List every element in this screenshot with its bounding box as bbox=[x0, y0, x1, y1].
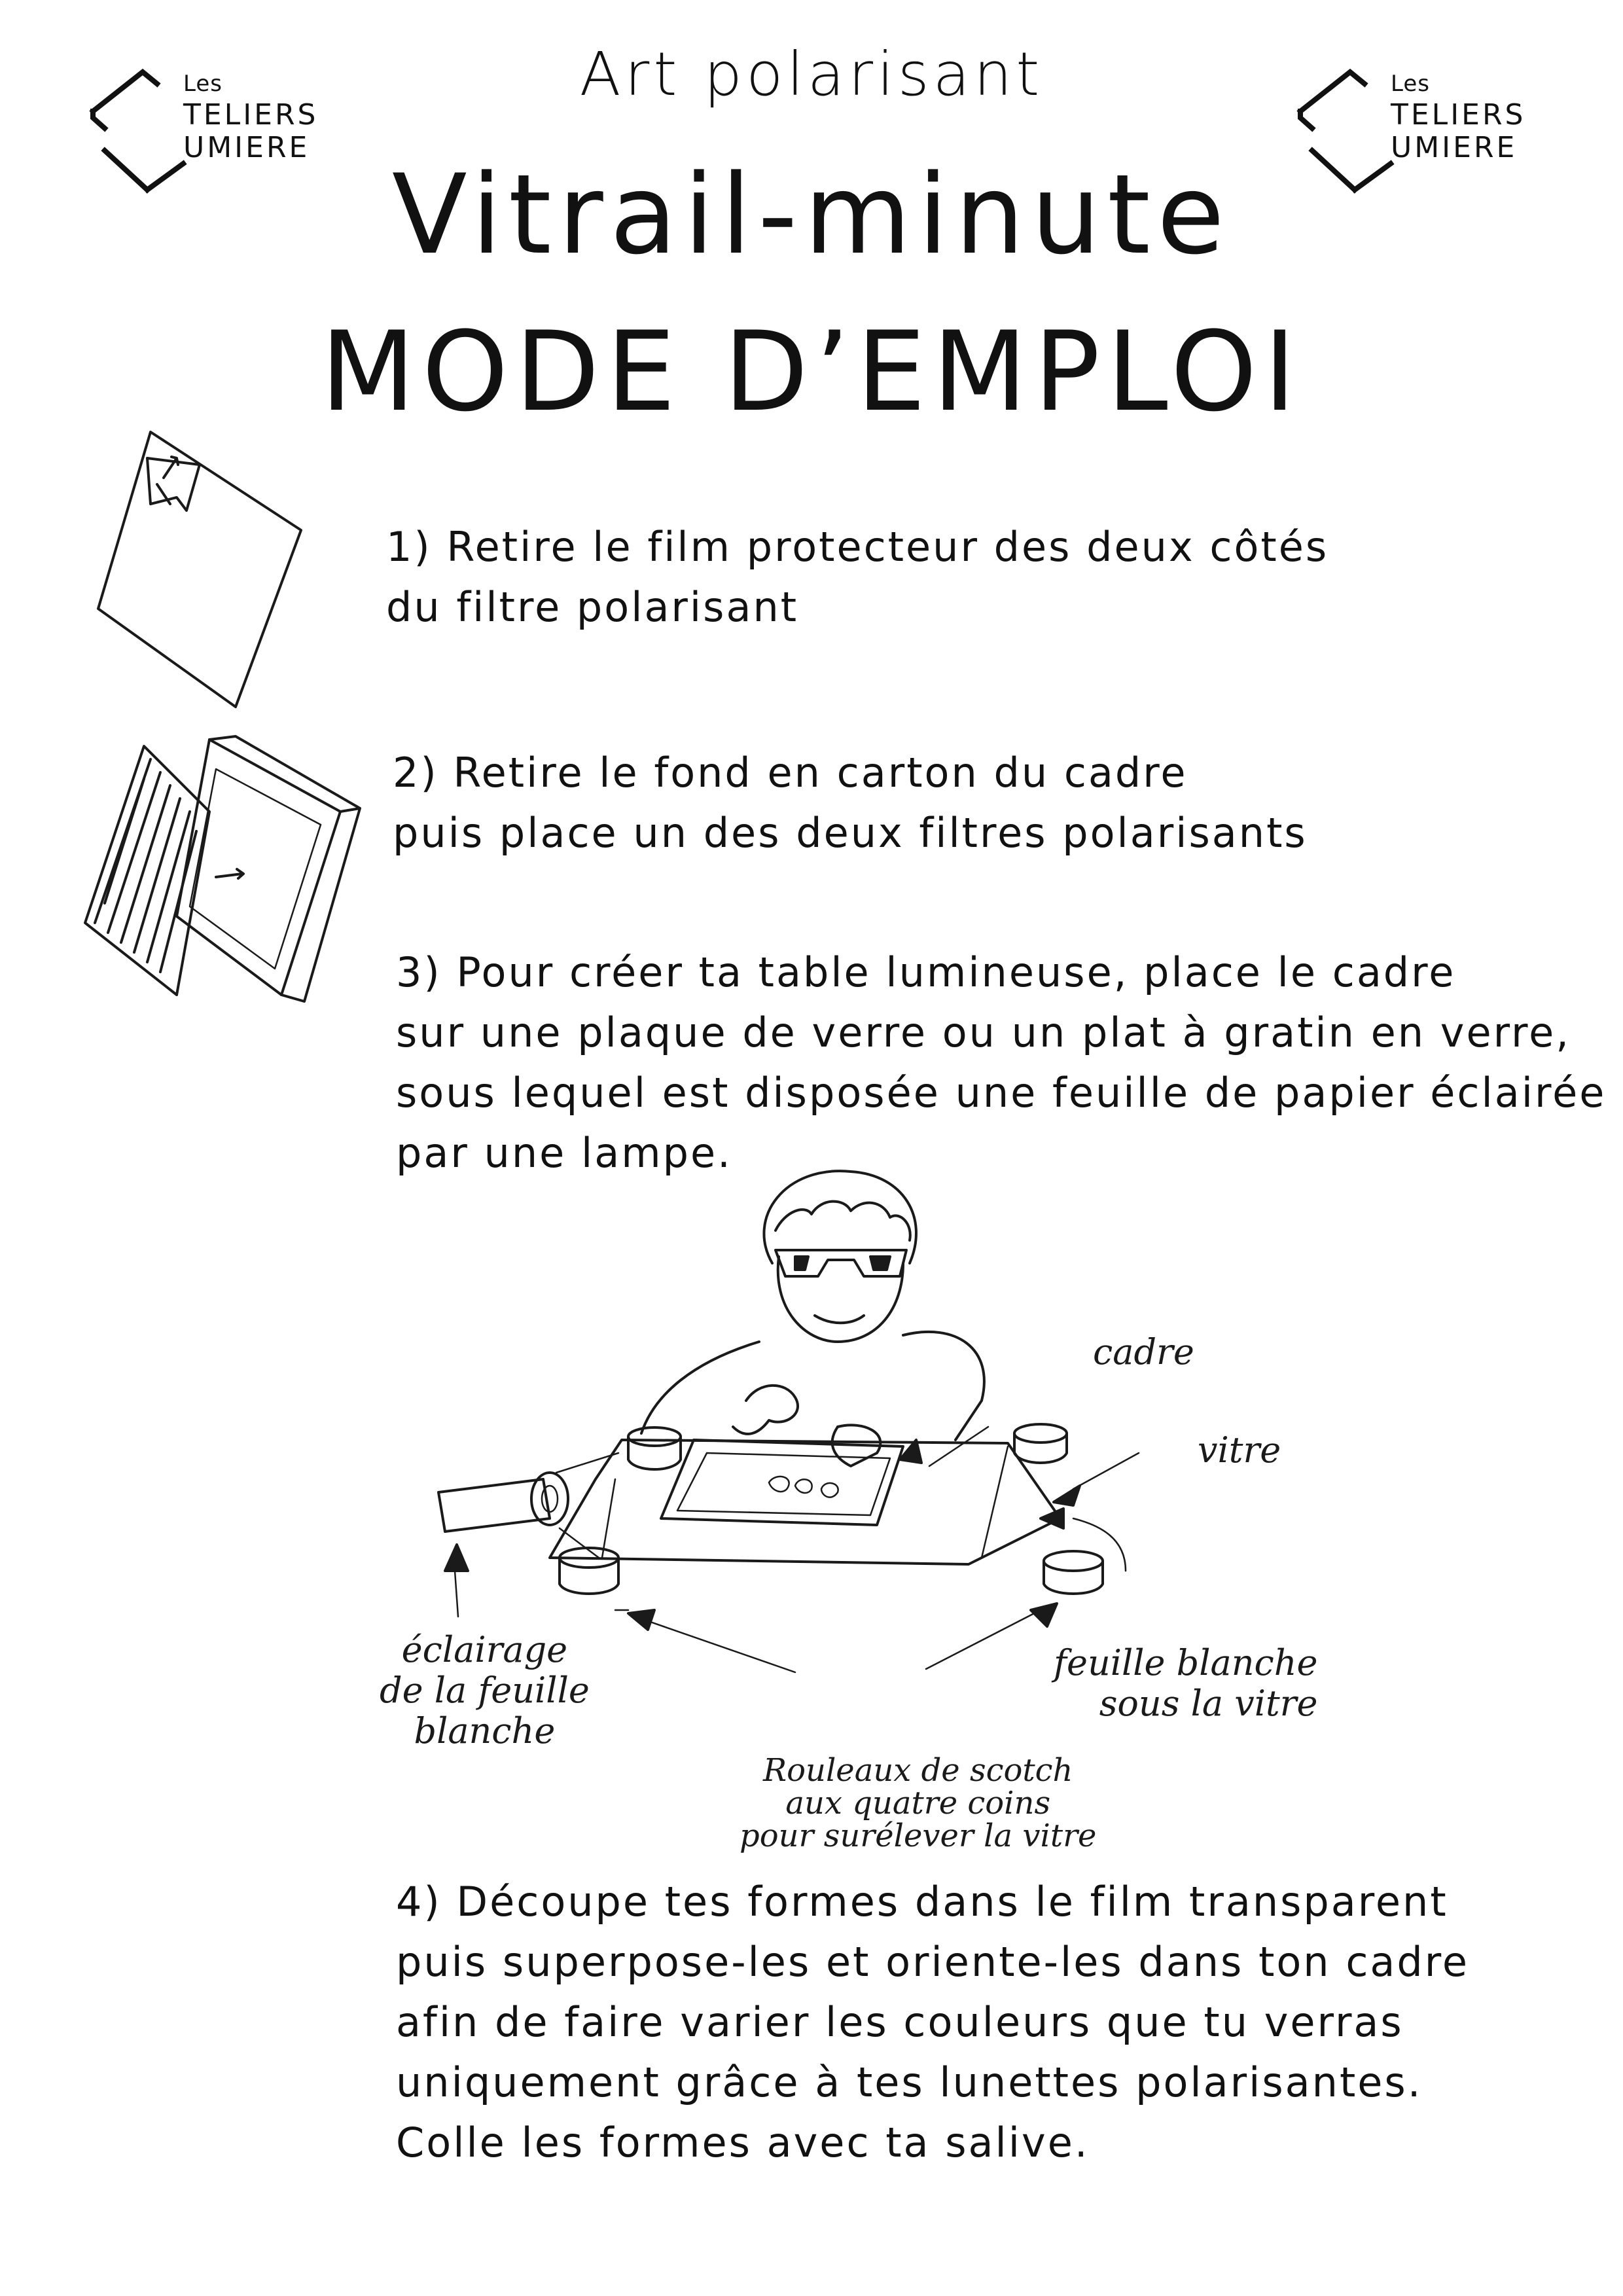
step-line: puis superpose-les et oriente-les dans ton cadre bbox=[396, 1938, 1470, 1986]
filter-peel-sketch bbox=[85, 419, 321, 720]
logo-line2: UMIERE bbox=[183, 131, 310, 164]
step-2-text bbox=[393, 743, 1308, 863]
light-table-illustration bbox=[419, 1152, 1217, 1610]
logo-small-text: Les bbox=[1391, 71, 1430, 97]
step-line: Colle les formes avec ta salive. bbox=[396, 2119, 1090, 2166]
logo-line1: TELIERS bbox=[183, 98, 319, 132]
step-line: puis place un des deux filtres polarisants bbox=[393, 809, 1308, 857]
label-vitre: vitre bbox=[1198, 1429, 1281, 1471]
page-title: Vitrail-minute bbox=[391, 151, 1232, 279]
subtitle: Art polarisant bbox=[579, 39, 1044, 109]
step-line: 4) Découpe tes formes dans le film transparent bbox=[396, 1878, 1448, 1926]
step-line: du filtre polarisant bbox=[386, 583, 799, 631]
logo-small-text: Les bbox=[183, 71, 223, 97]
step-line: afin de faire varier les couleurs que tu verras bbox=[396, 1998, 1404, 2046]
step-line: 3) Pour créer ta table lumineuse, place le cadre bbox=[396, 948, 1456, 996]
label-cadre: cadre bbox=[1093, 1331, 1194, 1372]
step-4-text bbox=[396, 1872, 1469, 2173]
step-line: 2) Retire le fond en carton du cadre bbox=[393, 749, 1188, 797]
step-3-text bbox=[396, 942, 1606, 1183]
label-eclairage: éclairage de la feuille blanche bbox=[380, 1629, 590, 1751]
page-title-secondary: MODE D’EMPLOI bbox=[320, 308, 1303, 436]
step-line: par une lampe. bbox=[396, 1129, 732, 1177]
step-line: sous lequel est disposée une feuille de papier éclairée bbox=[396, 1069, 1607, 1117]
step-line: uniquement grâce à tes lunettes polarisantes. bbox=[396, 2058, 1423, 2106]
frame-filter-sketch bbox=[79, 733, 366, 1014]
label-rouleaux: Rouleaux de scotch aux quatre coins pour surélever la vitre bbox=[740, 1752, 1097, 1854]
logo-line2: UMIERE bbox=[1391, 131, 1518, 164]
step-1-text bbox=[386, 517, 1329, 637]
step-line: 1) Retire le film protecteur des deux côtés bbox=[386, 523, 1329, 571]
step-line: sur une plaque de verre ou un plat à gratin en verre, bbox=[396, 1009, 1571, 1056]
logo-line1: TELIERS bbox=[1391, 98, 1526, 132]
label-feuille-blanche: feuille blanche sous la vitre bbox=[1054, 1642, 1318, 1724]
